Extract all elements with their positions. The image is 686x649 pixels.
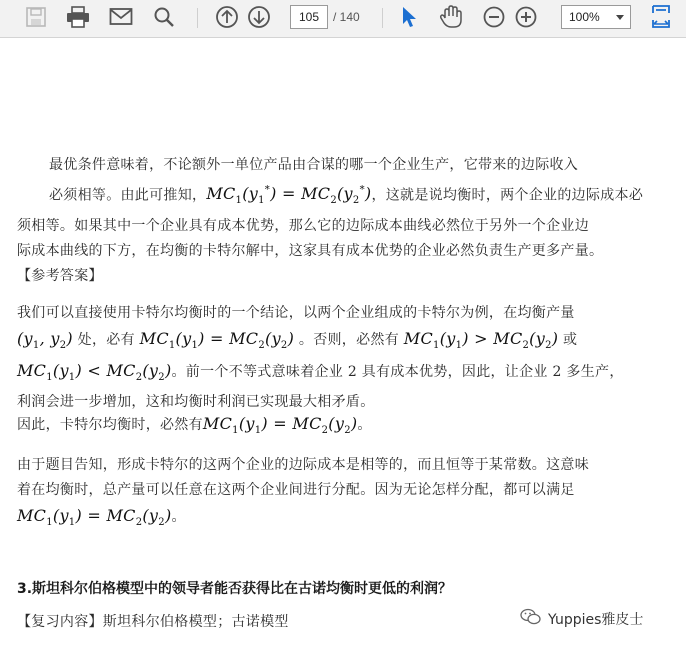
toolbar-divider <box>382 8 383 28</box>
text-line: 际成本曲线的下方，在均衡的卡特尔解中，这家具有成本优势的企业必然负责生产更多产量。 <box>17 242 604 259</box>
text-span: 。否则，必然有 <box>298 332 400 348</box>
text-line: 利润会进一步增加，这和均衡时利润已实现最大相矛盾。 <box>17 394 375 411</box>
text-line <box>17 358 651 390</box>
zoom-out-icon[interactable] <box>480 4 508 30</box>
text-line: 由于题目告知，形成卡特尔的这两个企业的边际成本是相等的，而且恒等于某常数。这意味 <box>17 457 589 473</box>
paragraph-4 <box>17 453 651 535</box>
text-span: 。 <box>357 417 372 433</box>
text-line <box>17 503 651 535</box>
search-icon[interactable] <box>150 4 178 30</box>
text-line: 着在均衡时，总产量可以任意在这两个企业间进行分配。因为无论怎样分配，都可以满足 <box>17 482 575 498</box>
equation: $MC_1(y_1^*) = MC_2(y_2^*)$ <box>206 184 372 207</box>
equation: $MC_1(y_1) > MC_2(y_2)$ <box>403 329 559 352</box>
watermark <box>520 607 643 631</box>
equation: $MC_1(y_1) = MC_2(y_2)$ <box>202 414 358 437</box>
equation: ($y_1$, $y_2$) <box>17 329 73 352</box>
next-page-icon[interactable] <box>245 4 273 30</box>
equation: $MC_1(y_1) = MC_2(y_2)$ <box>139 329 295 352</box>
question-3-heading: 3.斯坦科尔伯格模型中的领导者能否获得比在古诺均衡时更低的利润？ <box>17 581 453 597</box>
review-line: 【复习内容】斯坦科尔伯格模型；古诺模型 <box>17 614 289 630</box>
paragraph-1 <box>17 153 651 264</box>
prev-page-icon[interactable] <box>213 4 241 30</box>
page-number-input[interactable] <box>290 5 328 29</box>
document-page <box>0 39 686 649</box>
text-line: 须相等。如果其中一个企业具有成本优势，那么它的边际成本曲线必然位于另外一个企业边 <box>17 217 589 234</box>
wechat-icon <box>520 608 542 630</box>
zoom-in-icon[interactable] <box>512 4 540 30</box>
pdf-toolbar <box>0 0 686 38</box>
paragraph-2 <box>17 301 651 415</box>
text-span: ，这就是说均衡时，两个企业的边际成本必 <box>371 187 644 204</box>
toolbar-divider <box>197 8 198 28</box>
page-current: 105 <box>298 10 320 24</box>
text-line: 我们可以直接使用卡特尔均衡时的一个结论，以两个企业组成的卡特尔为例，在均衡产量 <box>17 305 575 321</box>
equation: $MC_1(y_1) = MC_2(y_2)$ <box>17 506 172 529</box>
fit-page-icon[interactable] <box>647 4 675 30</box>
text-span: 必须相等。由此可推知， <box>49 187 207 204</box>
text-span: 。前一个不等式意味着企业 2 具有成本优势，因此，让企业 2 多生产， <box>171 364 624 381</box>
answer-heading: 【参考答案】 <box>17 268 103 284</box>
hand-tool-icon[interactable] <box>437 4 465 30</box>
zoom-value: 100% <box>569 10 600 24</box>
text-line: 最优条件意味着，不论额外一单位产品由合谋的哪一个企业生产，它带来的边际收入 <box>49 157 579 173</box>
text-span: 或 <box>563 332 578 348</box>
save-icon[interactable] <box>22 4 50 30</box>
chevron-down-icon <box>616 15 624 20</box>
text-span: 处，必有 <box>77 332 135 348</box>
select-cursor-icon[interactable] <box>395 4 423 30</box>
text-span: 因此，卡特尔均衡时，必然有 <box>17 417 203 433</box>
print-icon[interactable] <box>64 4 92 30</box>
watermark-text: Yuppies雅皮士 <box>548 612 644 628</box>
equation: $MC_1(y_1) < MC_2(y_2)$ <box>17 361 172 384</box>
mail-icon[interactable] <box>107 4 135 30</box>
paragraph-3 <box>17 411 651 443</box>
text-line <box>17 326 651 358</box>
zoom-select[interactable] <box>561 5 631 29</box>
page-total: / 140 <box>333 10 360 24</box>
text-span: 。 <box>171 509 186 525</box>
text-line <box>17 178 651 214</box>
